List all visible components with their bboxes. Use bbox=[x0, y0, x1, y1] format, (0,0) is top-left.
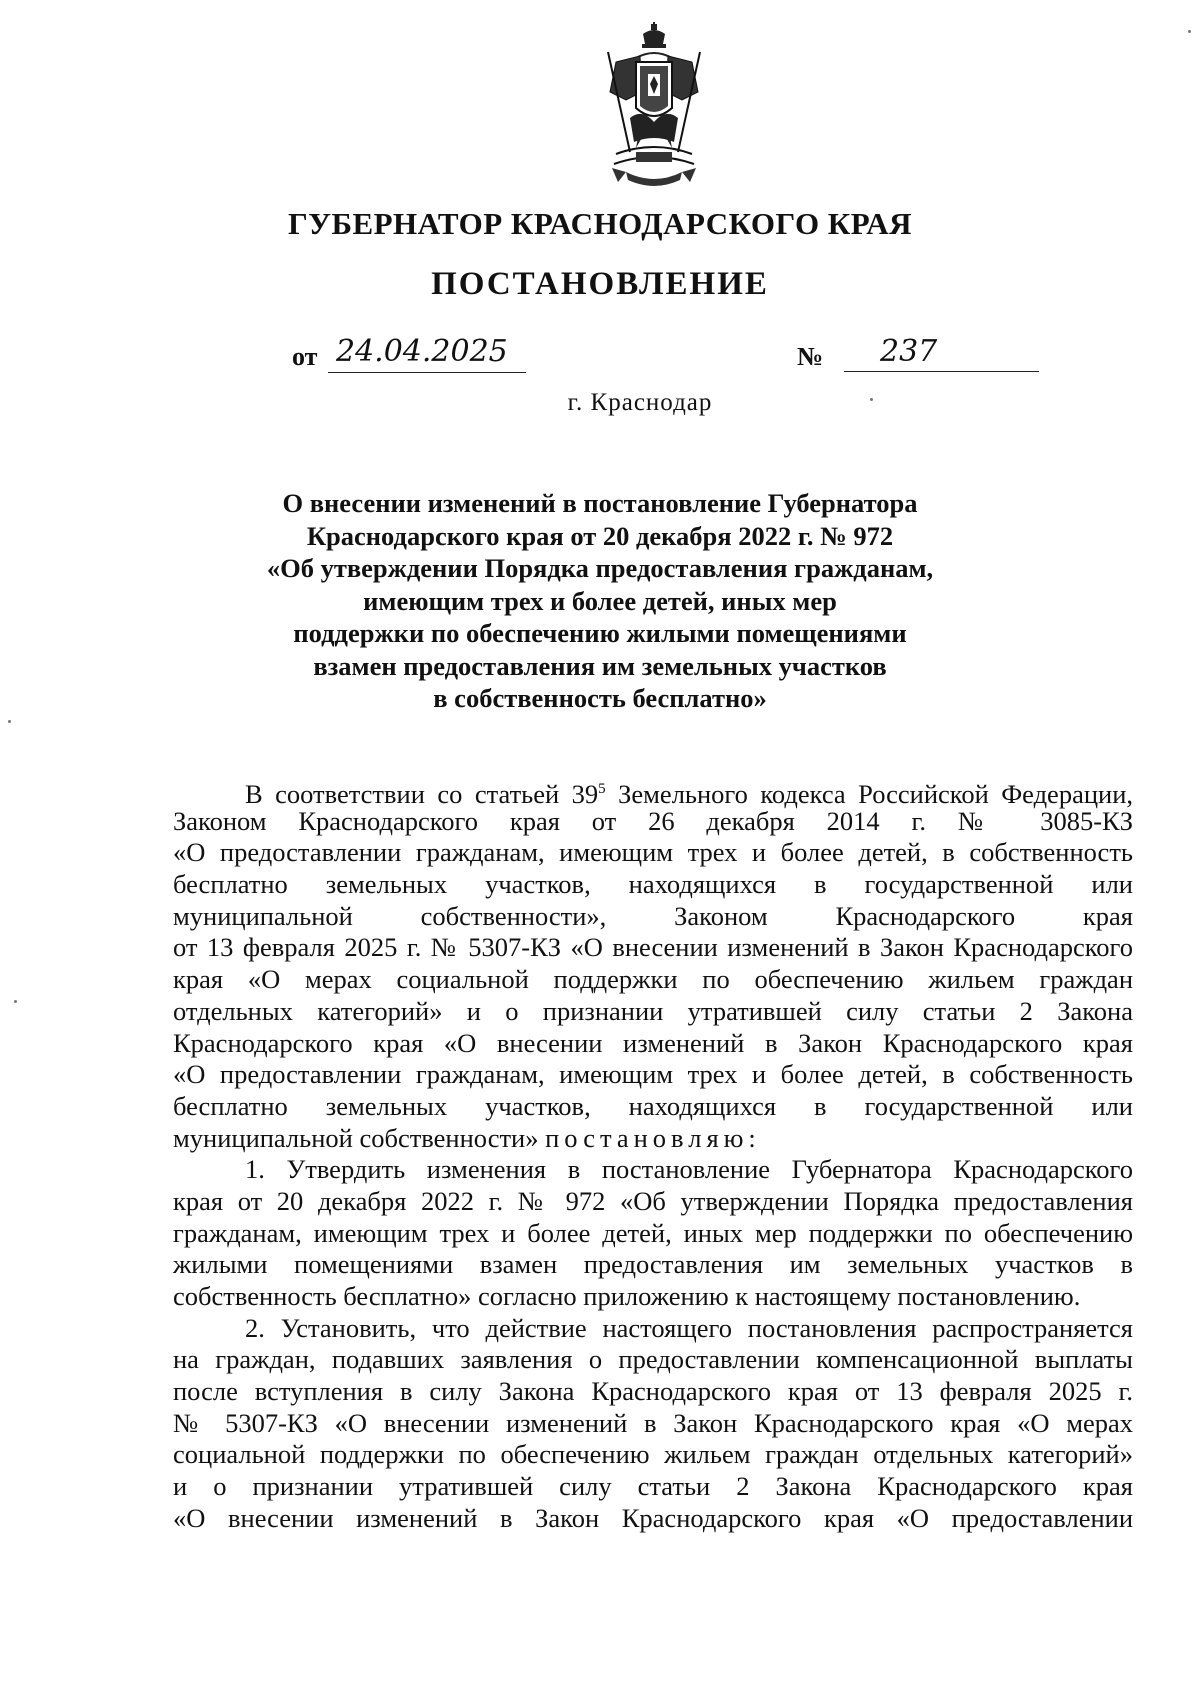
coat-of-arms-emblem bbox=[596, 22, 712, 192]
item-2-line: 2. Установить, что действие настоящего постановления распространяется bbox=[245, 1312, 1133, 1343]
subject-line: «Об утверждении Порядка предоставления гражданам, bbox=[266, 553, 934, 583]
scan-speck bbox=[1188, 30, 1191, 33]
item-1-line: 1. Утвердить изменения в постановление Губернатора Краснодарского bbox=[245, 1154, 1133, 1185]
item-2-line: на граждан, подавших заявления о предоставлении компенсационной выплаты bbox=[173, 1344, 1133, 1375]
date-number-row bbox=[292, 334, 1042, 380]
preamble-text: В соответствии со статьей 39 bbox=[245, 778, 599, 809]
item-2-line: № 5307-КЗ «О внесении изменений в Закон Краснодарского края «О мерах bbox=[173, 1407, 1133, 1438]
item-2-line: «О внесении изменений в Закон Краснодарского края «О предоставлении bbox=[173, 1502, 1133, 1533]
subject-line: взамен предоставления им земельных участков bbox=[313, 650, 887, 681]
preamble-text: Земельного кодекса Российской Федерации, bbox=[605, 778, 1133, 809]
city-line: г. Краснодар bbox=[567, 389, 713, 416]
scan-speck bbox=[870, 398, 873, 401]
preamble-line: бесплатно земельных участков, находящихся в государственной или bbox=[173, 869, 1133, 900]
preamble-line: Законом Краснодарского края от 26 декабря 2014 г. № 3085-КЗ bbox=[173, 805, 1133, 836]
document-body bbox=[173, 774, 1133, 1535]
preamble-line: «О предоставлении гражданам, имеющим трех и более детей, в собственность bbox=[173, 1059, 1133, 1090]
document-subject bbox=[200, 487, 1000, 715]
preamble-line: Краснодарского края «О внесении изменений в Закон Краснодарского края bbox=[173, 1027, 1133, 1058]
subject-line: Краснодарского края от 20 декабря 2022 г. № 972 bbox=[306, 520, 894, 551]
item-1-line: гражданам, имеющим трех и более детей, иных мер поддержки по обеспечению bbox=[173, 1217, 1133, 1248]
item-1-line: края от 20 декабря 2022 г. № 972 «Об утверждении Порядка предоставления bbox=[173, 1185, 1133, 1216]
item-1-line: собственность бесплатно» согласно приложению к настоящему постановлению. bbox=[173, 1281, 1081, 1311]
item-2-line: социальной поддержки по обеспечению жильем граждан отдельных категорий» bbox=[173, 1439, 1133, 1470]
preamble-line: «О предоставлении гражданам, имеющим трех и более детей, в собственность bbox=[173, 837, 1133, 868]
scan-speck bbox=[8, 720, 11, 723]
item-2-line: после вступления в силу Закона Краснодарского края от 13 февраля 2025 г. bbox=[173, 1376, 1133, 1407]
preamble-line: отдельных категорий» и о признании утратившей силу статьи 2 Закона bbox=[173, 995, 1133, 1026]
preamble-text: муниципальной собственности» bbox=[173, 1122, 546, 1153]
handwritten-date: 24.04.2025 bbox=[328, 334, 526, 373]
article-superscript: 5 bbox=[598, 781, 606, 797]
handwritten-number: 237 bbox=[844, 334, 1039, 372]
preamble-line: бесплатно земельных участков, находящихся в государственной или bbox=[173, 1090, 1133, 1121]
number-prefix: № bbox=[797, 342, 824, 371]
document-type-title: ПОСТАНОВЛЕНИЕ bbox=[431, 266, 769, 302]
subject-line: в собственность бесплатно» bbox=[433, 683, 767, 713]
preamble-line: муниципальной собственности», Законом Краснодарского края bbox=[173, 900, 1133, 931]
date-prefix: от bbox=[292, 342, 318, 371]
subject-line: поддержки по обеспечению жилыми помещениями bbox=[293, 618, 907, 648]
preamble-line: от 13 февраля 2025 г. № 5307-КЗ «О внесении изменений в Закон Краснодарского bbox=[173, 932, 1133, 963]
subject-line: О внесении изменений в постановление Губернатора bbox=[282, 488, 918, 518]
preamble-last-line bbox=[173, 1123, 1133, 1155]
preamble-line: края «О мерах социальной поддержки по обеспечению жильем граждан bbox=[173, 964, 1133, 995]
subject-line: имеющим трех и более детей, иных мер bbox=[363, 585, 837, 616]
preamble-first-line bbox=[173, 774, 1133, 809]
scan-speck bbox=[14, 1000, 17, 1003]
item-1-line: жилыми помещениями взамен предоставления им земельных участков в bbox=[173, 1249, 1133, 1280]
issuing-authority: ГУБЕРНАТОР КРАСНОДАРСКОГО КРАЯ bbox=[287, 206, 913, 241]
decree-word: постановляю: bbox=[545, 1122, 761, 1153]
item-2-line: и о признании утратившей силу статьи 2 Закона Краснодарского края bbox=[173, 1471, 1133, 1502]
